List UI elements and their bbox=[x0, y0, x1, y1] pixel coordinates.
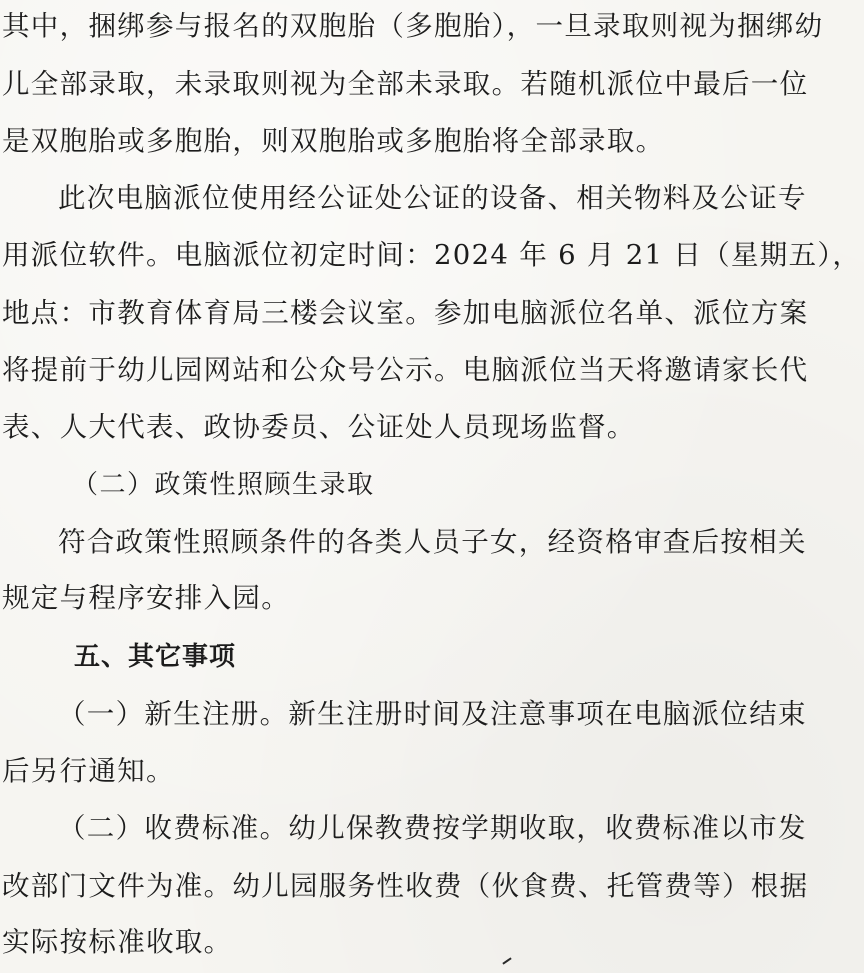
paragraph-line-2: 儿全部录取，未录取则视为全部未录取。若随机派位中最后一位 bbox=[2, 68, 809, 100]
paragraph-line-4: 此次电脑派位使用经公证处公证的设备、相关物料及公证专 bbox=[58, 182, 807, 214]
paragraph-line-15: （二）收费标准。幼儿保教费按学期收取，收费标准以市发 bbox=[58, 812, 807, 844]
section-heading-other-matters: 五、其它事项 bbox=[74, 642, 237, 672]
paragraph-line-5: 用派位软件。电脑派位初定时间：2024 年 6 月 21 日（星期五）， bbox=[2, 239, 862, 271]
paragraph-line-10: 符合政策性照顾条件的各类人员子女，经资格审查后按相关 bbox=[58, 526, 807, 558]
paragraph-line-11: 规定与程序安排入园。 bbox=[2, 582, 290, 614]
section-subheading-policy: （二）政策性照顾生录取 bbox=[72, 470, 375, 500]
paragraph-line-16: 改部门文件为准。幼儿园服务性收费（伙食费、托管费等）根据 bbox=[2, 870, 809, 902]
paragraph-line-13: （一）新生注册。新生注册时间及注意事项在电脑派位结束 bbox=[58, 698, 807, 730]
paragraph-line-17: 实际按标准收取。 bbox=[2, 926, 233, 958]
paragraph-line-1: 其中，捆绑参与报名的双胞胎（多胞胎），一旦录取则视为捆绑幼 bbox=[2, 10, 824, 42]
paragraph-line-8: 表、人大代表、政协委员、公证处人员现场监督。 bbox=[2, 411, 636, 443]
paragraph-line-14: 后另行通知。 bbox=[2, 755, 175, 787]
scan-speck bbox=[502, 957, 511, 964]
paragraph-line-3: 是双胞胎或多胞胎，则双胞胎或多胞胎将全部录取。 bbox=[2, 125, 665, 157]
paragraph-line-6: 地点：市教育体育局三楼会议室。参加电脑派位名单、派位方案 bbox=[2, 297, 809, 329]
paragraph-line-7: 将提前于幼儿园网站和公众号公示。电脑派位当天将邀请家长代 bbox=[2, 354, 809, 386]
